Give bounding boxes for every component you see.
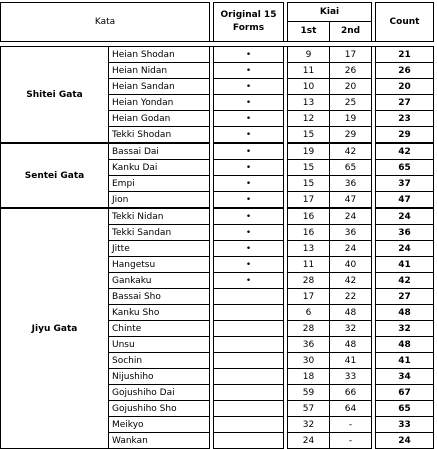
original-form-marker: •: [214, 241, 284, 257]
kiai-second: 42: [330, 143, 372, 160]
original-form-marker: [214, 337, 284, 353]
kata-name: Heian Godan: [109, 111, 210, 127]
kiai-second: 66: [330, 385, 372, 401]
count-value: 20: [376, 79, 434, 95]
kiai-second: 36: [330, 225, 372, 241]
kata-name: Meikyo: [109, 417, 210, 433]
kata-name: Heian Yondan: [109, 95, 210, 111]
kiai-first: 19: [288, 143, 330, 160]
kiai-second: 64: [330, 401, 372, 417]
original-form-marker: •: [214, 47, 284, 63]
original-form-marker: •: [214, 160, 284, 176]
original-form-marker: [214, 321, 284, 337]
kata-name: Heian Nidan: [109, 63, 210, 79]
kiai-first: 9: [288, 47, 330, 63]
kiai-first: 24: [288, 433, 330, 449]
original-form-marker: •: [214, 127, 284, 144]
original-form-marker: •: [214, 208, 284, 225]
header-kiai-second: 2nd: [330, 21, 372, 41]
kiai-first: 59: [288, 385, 330, 401]
count-value: 27: [376, 289, 434, 305]
kiai-second: 29: [330, 127, 372, 144]
kata-name: Tekki Shodan: [109, 127, 210, 144]
kiai-first: 15: [288, 176, 330, 192]
kiai-first: 6: [288, 305, 330, 321]
kiai-second: 41: [330, 353, 372, 369]
original-form-marker: •: [214, 176, 284, 192]
kiai-first: 17: [288, 192, 330, 209]
kiai-second: 32: [330, 321, 372, 337]
kiai-second: -: [330, 417, 372, 433]
kata-name: Heian Shodan: [109, 47, 210, 63]
kiai-second: 48: [330, 337, 372, 353]
kata-name: Nijushiho: [109, 369, 210, 385]
count-value: 34: [376, 369, 434, 385]
count-value: 24: [376, 241, 434, 257]
original-form-marker: •: [214, 192, 284, 209]
kiai-first: 57: [288, 401, 330, 417]
original-form-marker: •: [214, 257, 284, 273]
count-value: 23: [376, 111, 434, 127]
original-form-marker: [214, 385, 284, 401]
original-form-marker: [214, 305, 284, 321]
kata-name: Gojushiho Dai: [109, 385, 210, 401]
original-form-marker: [214, 401, 284, 417]
count-value: 29: [376, 127, 434, 144]
count-value: 67: [376, 385, 434, 401]
original-form-marker: [214, 289, 284, 305]
kiai-second: 17: [330, 47, 372, 63]
kiai-first: 28: [288, 273, 330, 289]
original-form-marker: •: [214, 225, 284, 241]
kiai-first: 15: [288, 160, 330, 176]
kata-name: Tekki Sandan: [109, 225, 210, 241]
kata-name: Empi: [109, 176, 210, 192]
count-value: 27: [376, 95, 434, 111]
kata-name: Tekki Nidan: [109, 208, 210, 225]
kata-table-container: [0, 2, 434, 449]
header-kiai: Kiai: [288, 3, 372, 22]
original-form-marker: •: [214, 63, 284, 79]
kata-name: Chinte: [109, 321, 210, 337]
kiai-first: 11: [288, 257, 330, 273]
count-value: 33: [376, 417, 434, 433]
kiai-second: 48: [330, 305, 372, 321]
table-row: [1, 143, 434, 160]
kata-name: Bassai Sho: [109, 289, 210, 305]
count-value: 48: [376, 305, 434, 321]
original-form-marker: •: [214, 95, 284, 111]
group-label: Jiyu Gata: [1, 208, 109, 449]
count-value: 47: [376, 192, 434, 209]
count-value: 37: [376, 176, 434, 192]
kata-name: Gojushiho Sho: [109, 401, 210, 417]
kiai-second: 19: [330, 111, 372, 127]
kiai-second: 20: [330, 79, 372, 95]
kata-name: Kanku Dai: [109, 160, 210, 176]
kata-name: Jitte: [109, 241, 210, 257]
table-header: [1, 3, 434, 42]
count-value: 65: [376, 160, 434, 176]
kiai-second: 24: [330, 241, 372, 257]
group-label: Shitei Gata: [1, 47, 109, 144]
original-form-marker: •: [214, 273, 284, 289]
original-form-marker: [214, 433, 284, 449]
kiai-first: 16: [288, 225, 330, 241]
kata-name: Gankaku: [109, 273, 210, 289]
kiai-first: 10: [288, 79, 330, 95]
kiai-first: 12: [288, 111, 330, 127]
kiai-second: 36: [330, 176, 372, 192]
kata-name: Hangetsu: [109, 257, 210, 273]
original-form-marker: [214, 417, 284, 433]
kiai-second: 25: [330, 95, 372, 111]
header-count: Count: [376, 3, 434, 42]
kata-name: Heian Sandan: [109, 79, 210, 95]
kiai-second: 22: [330, 289, 372, 305]
count-value: 21: [376, 47, 434, 63]
kiai-first: 32: [288, 417, 330, 433]
kata-name: Jion: [109, 192, 210, 209]
count-value: 32: [376, 321, 434, 337]
count-value: 24: [376, 433, 434, 449]
kiai-second: 40: [330, 257, 372, 273]
count-value: 42: [376, 143, 434, 160]
kata-name: Unsu: [109, 337, 210, 353]
kiai-second: 33: [330, 369, 372, 385]
count-value: 48: [376, 337, 434, 353]
original-form-marker: [214, 369, 284, 385]
header-kata: Kata: [1, 3, 210, 42]
kiai-second: 26: [330, 63, 372, 79]
kiai-first: 16: [288, 208, 330, 225]
kiai-second: 42: [330, 273, 372, 289]
kata-table: [0, 2, 434, 449]
table-row: [1, 208, 434, 225]
table-row: [1, 47, 434, 63]
kiai-second: 65: [330, 160, 372, 176]
kiai-second: -: [330, 433, 372, 449]
kiai-first: 13: [288, 95, 330, 111]
kata-name: Wankan: [109, 433, 210, 449]
kiai-first: 13: [288, 241, 330, 257]
original-form-marker: •: [214, 111, 284, 127]
kiai-first: 17: [288, 289, 330, 305]
kiai-first: 30: [288, 353, 330, 369]
kata-name: Bassai Dai: [109, 143, 210, 160]
count-value: 36: [376, 225, 434, 241]
count-value: 24: [376, 208, 434, 225]
kata-name: Sochin: [109, 353, 210, 369]
count-value: 41: [376, 353, 434, 369]
kiai-second: 24: [330, 208, 372, 225]
original-form-marker: [214, 353, 284, 369]
kiai-first: 11: [288, 63, 330, 79]
kiai-first: 36: [288, 337, 330, 353]
original-form-marker: •: [214, 143, 284, 160]
count-value: 42: [376, 273, 434, 289]
count-value: 26: [376, 63, 434, 79]
group-label: Sentei Gata: [1, 143, 109, 208]
kata-name: Kanku Sho: [109, 305, 210, 321]
table-body: [1, 42, 434, 449]
kiai-first: 28: [288, 321, 330, 337]
count-value: 41: [376, 257, 434, 273]
kiai-first: 18: [288, 369, 330, 385]
original-form-marker: •: [214, 79, 284, 95]
kiai-first: 15: [288, 127, 330, 144]
kiai-second: 47: [330, 192, 372, 209]
count-value: 65: [376, 401, 434, 417]
header-original-forms: Original 15 Forms: [214, 3, 284, 42]
header-kiai-first: 1st: [288, 21, 330, 41]
